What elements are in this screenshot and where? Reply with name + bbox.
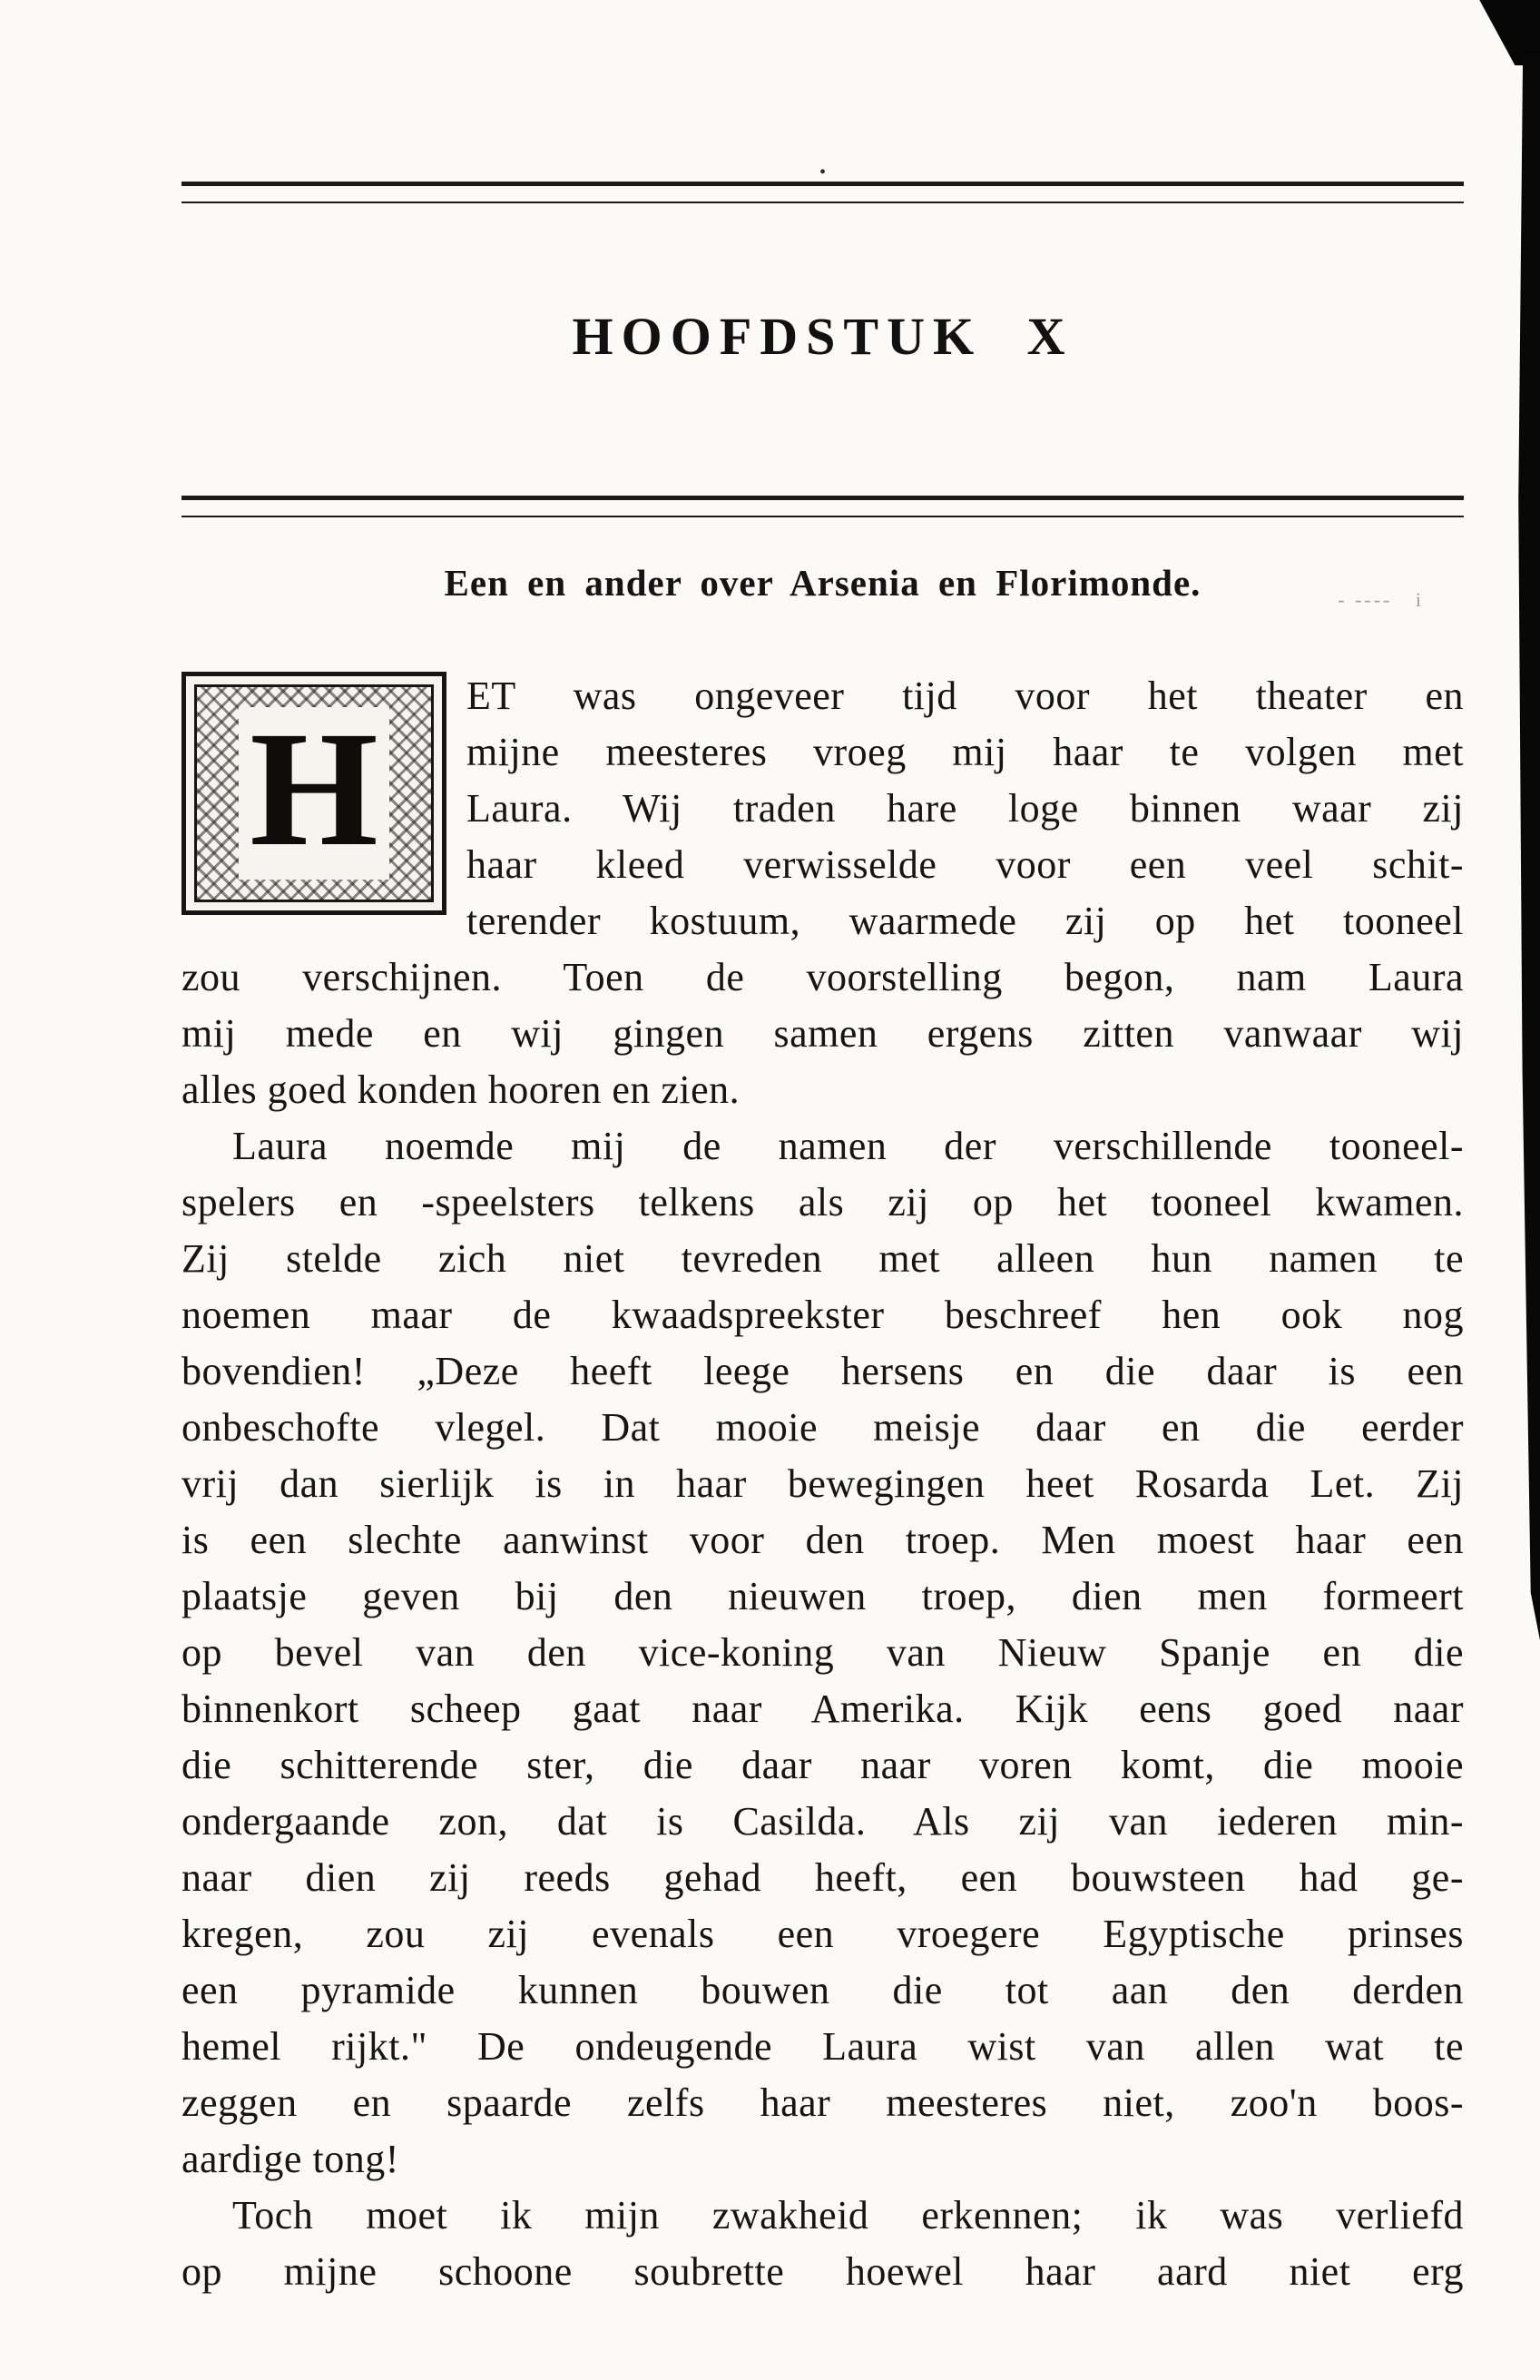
scan-artifact-mark: - ---- i	[1338, 588, 1424, 611]
text-line: op bevel van den vice-koning van Nieuw Spanje en die	[181, 1630, 1464, 1675]
text-line: Zij stelde zich niet tevreden met alleen hun namen te	[181, 1236, 1464, 1281]
text-line: hemel rijkt." De ondeugende Laura wist van allen wat te	[181, 2024, 1464, 2069]
scan-artifact-edge	[1515, 56, 1540, 1640]
chapter-title: HOOFDSTUK X	[572, 307, 1074, 366]
horizontal-rule-mid-thick	[181, 496, 1464, 500]
text-line: ET was ongeveer tijd voor het theater en	[466, 674, 1464, 718]
text-line: kregen, zou zij evenals een vroegere Egyptische prinses	[181, 1912, 1464, 1956]
horizontal-rule-mid-thin	[181, 516, 1464, 517]
scan-artifact-corner	[1436, 0, 1540, 65]
paragraph-2	[181, 1118, 1464, 2188]
paragraph-3	[181, 2188, 1464, 2300]
page-content	[181, 150, 1464, 2300]
text-line: bovendien! „Deze heeft leege hersens en die daar is een	[181, 1349, 1464, 1393]
paragraph-1	[181, 668, 1464, 1118]
text-line: zou verschijnen. Toen de voorstelling begon, nam Laura	[181, 955, 1464, 999]
text-line: een pyramide kunnen bouwen die tot aan den derden	[181, 1968, 1464, 2012]
paragraph-2-last-line: aardige tong!	[181, 2137, 399, 2181]
text-line: Laura. Wij traden hare loge binnen waar zij	[466, 786, 1464, 831]
text-line: mijne meesteres vroeg mij haar te volgen met	[466, 730, 1464, 774]
period-mark: .	[819, 150, 827, 180]
dropcap-ornament	[181, 672, 446, 915]
horizontal-rule-top-thin	[181, 202, 1464, 203]
text-line: haar kleed verwisselde voor een veel schit-	[466, 842, 1464, 887]
text-line: zeggen en spaarde zelfs haar meesteres niet, zoo'n boos-	[181, 2080, 1464, 2125]
text-line: ondergaande zon, dat is Casilda. Als zij van iederen min-	[181, 1799, 1464, 1844]
text-line: onbeschofte vlegel. Dat mooie meisje daar en die eerder	[181, 1405, 1464, 1450]
text-line: vrij dan sierlijk is in haar bewegingen heet Rosarda Let. Zij	[181, 1461, 1464, 1506]
text-line: op mijne schoone soubrette hoewel haar aard niet erg	[181, 2249, 1464, 2294]
text-line: plaatsje geven bij den nieuwen troep, dien men formeert	[181, 1574, 1464, 1618]
text-line: is een slechte aanwinst voor den troep. Men moest haar een	[181, 1518, 1464, 1562]
text-line: binnenkort scheep gaat naar Amerika. Kijk eens goed naar	[181, 1687, 1464, 1731]
body-text	[181, 668, 1464, 2300]
dropcap-pattern	[194, 684, 434, 902]
text-line: noemen maar de kwaadspreekster beschreef hen ook nog	[181, 1293, 1464, 1337]
text-line: Toch moet ik mijn zwakheid erkennen; ik was verliefd	[232, 2193, 1464, 2237]
paragraph-1-full-lines	[181, 949, 1464, 1062]
paragraph-1-last-line: alles goed konden hooren en zien.	[181, 1067, 741, 1112]
paragraph-3-lines	[181, 2188, 1464, 2300]
text-line: naar dien zij reeds gehad heeft, een bouwsteen had ge-	[181, 1855, 1464, 1900]
text-line: Laura noemde mij de namen der verschillende tooneel-	[232, 1124, 1464, 1168]
horizontal-rule-top-thick	[181, 182, 1464, 186]
section-subtitle: Een en ander over Arsenia en Florimonde.	[444, 562, 1202, 604]
text-line: terender kostuum, waarmede zij op het tooneel	[466, 899, 1464, 943]
dropcap-letter-h: H	[239, 707, 389, 880]
text-line: mij mede en wij gingen samen ergens zitten vanwaar wij	[181, 1011, 1464, 1056]
text-line: die schitterende ster, die daar naar voren komt, die mooie	[181, 1743, 1464, 1787]
text-line: spelers en -speelsters telkens als zij op het tooneel kwamen.	[181, 1180, 1464, 1224]
paragraph-2-lines	[181, 1118, 1464, 2131]
